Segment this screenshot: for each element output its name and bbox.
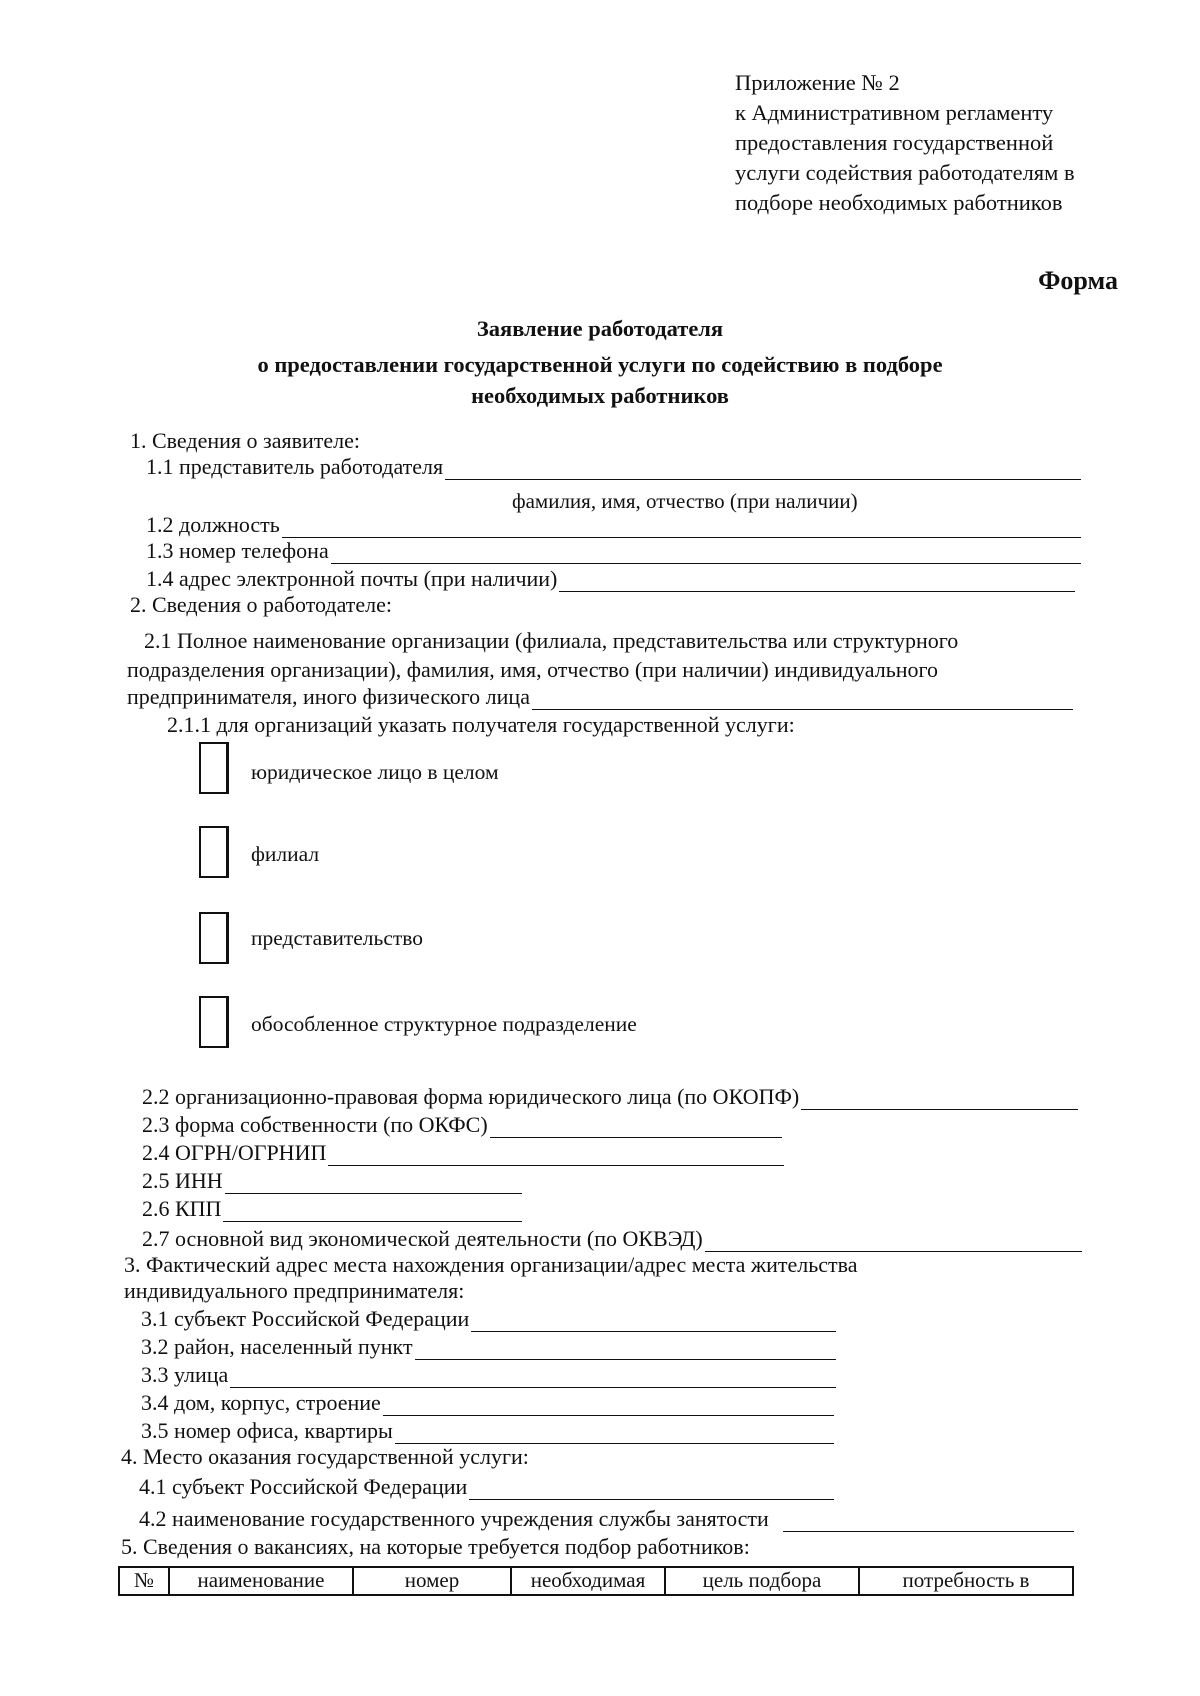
checkbox-label: филиал xyxy=(251,842,320,866)
section-heading-text: 3. Фактический адрес места нахождения организации/адрес места жительства xyxy=(124,1252,858,1277)
input-line[interactable] xyxy=(469,1477,834,1500)
input-line[interactable] xyxy=(328,1143,784,1166)
field-label: 2.1.1 для организаций указать получателя государственной услуги: xyxy=(167,712,795,737)
appendix-line: услуги содействия работодателям в xyxy=(735,160,1075,185)
section-heading xyxy=(124,1278,464,1304)
input-line[interactable] xyxy=(559,569,1075,592)
field-position xyxy=(146,512,1081,538)
field-label: 1.4 адрес электронной почты (при наличии) xyxy=(146,566,558,591)
input-line[interactable] xyxy=(383,1393,834,1416)
field-hint xyxy=(512,488,858,514)
section-heading xyxy=(130,592,392,618)
field-inn xyxy=(142,1168,522,1194)
input-line[interactable] xyxy=(801,1087,1078,1110)
input-line[interactable] xyxy=(223,1199,522,1222)
field-label: 2.4 ОГРН/ОГРНИП xyxy=(142,1140,327,1165)
checkbox-label: представительство xyxy=(251,926,424,950)
field-label: подразделения организации), фамилия, имя, отчество (при наличии) индивидуального xyxy=(127,657,939,682)
input-line[interactable] xyxy=(490,1115,782,1138)
input-line[interactable] xyxy=(415,1337,836,1360)
section-heading-text: 4. Место оказания государственной услуги: xyxy=(121,1444,529,1469)
field-service-region xyxy=(139,1474,834,1500)
section-heading xyxy=(121,1444,529,1470)
input-line[interactable] xyxy=(783,1509,1074,1532)
table-header-row xyxy=(119,1567,1073,1595)
checkbox-branch[interactable] xyxy=(199,826,229,878)
input-line[interactable] xyxy=(230,1365,836,1388)
field-org-name-line3 xyxy=(127,684,1073,710)
field-label: 4.1 субъект Российской Федерации xyxy=(139,1474,468,1499)
field-label: 2.1 Полное наименование организации (филиала, представительства или структурного xyxy=(144,628,959,653)
input-line[interactable] xyxy=(331,541,1081,564)
field-kpp xyxy=(142,1196,522,1222)
document-title: необходимых работников xyxy=(471,383,729,408)
table-header-cell: необходимая xyxy=(511,1567,665,1595)
checkbox-legal-entity[interactable] xyxy=(199,742,229,794)
input-line[interactable] xyxy=(445,457,1081,480)
field-ogrn xyxy=(142,1140,784,1166)
field-org-name-line2 xyxy=(127,657,938,683)
table-header-cell: № xyxy=(119,1567,169,1595)
section-heading xyxy=(130,428,360,454)
field-label: 3.3 улица xyxy=(141,1362,229,1387)
field-label: 4.2 наименование государственного учреждения службы занятости xyxy=(139,1506,769,1531)
field-recipient xyxy=(167,712,795,738)
input-line[interactable] xyxy=(471,1309,836,1332)
field-label: 1.2 должность xyxy=(146,512,280,537)
field-label: предпринимателя, иного физического лица xyxy=(127,684,530,709)
field-street xyxy=(141,1362,836,1388)
field-label: 3.4 дом, корпус, строение xyxy=(141,1390,381,1415)
table-header-cell: потребность в xyxy=(859,1567,1073,1595)
document-title: Заявление работодателя xyxy=(476,316,724,341)
field-label: 1.1 представитель работодателя xyxy=(146,454,444,479)
field-region xyxy=(141,1306,836,1332)
field-phone xyxy=(146,538,1081,564)
field-okved xyxy=(142,1226,1082,1252)
checkbox-label: обособленное структурное подразделение xyxy=(251,1012,637,1036)
document-title: о предоставлении государственной услуги по содействию в подборе xyxy=(257,352,943,377)
section-heading-text: индивидуального предпринимателя: xyxy=(124,1278,465,1303)
vacancies-table xyxy=(118,1566,1074,1596)
field-okfs xyxy=(142,1112,782,1138)
form-label: Форма xyxy=(1038,266,1118,295)
section-heading-text: 2. Сведения о работодателе: xyxy=(130,592,393,617)
field-label: 2.7 основной вид экономической деятельности (по ОКВЭД) xyxy=(142,1226,703,1251)
checkbox-separate-division[interactable] xyxy=(199,996,229,1048)
table-header-cell: наименование xyxy=(169,1567,353,1595)
input-line[interactable] xyxy=(282,515,1081,538)
section-heading-text: 5. Сведения о вакансиях, на которые требуется подбор работников: xyxy=(121,1534,750,1559)
checkbox-label: юридическое лицо в целом xyxy=(251,760,499,784)
appendix-line: предоставления государственной xyxy=(735,130,1054,155)
field-label: 3.1 субъект Российской Федерации xyxy=(141,1306,470,1331)
input-line[interactable] xyxy=(532,687,1073,710)
hint-text: фамилия, имя, отчество (при наличии) xyxy=(512,489,858,513)
appendix-line: Приложение № 2 xyxy=(735,70,900,95)
field-org-name-line1 xyxy=(144,628,958,654)
field-house xyxy=(141,1390,834,1416)
field-employment-agency xyxy=(139,1506,1074,1532)
section-heading xyxy=(121,1534,750,1560)
field-office xyxy=(141,1418,834,1444)
appendix-line: к Административном регламенту xyxy=(735,100,1054,125)
checkbox-representative-office[interactable] xyxy=(199,912,229,964)
field-label: 2.2 организационно-правовая форма юридического лица (по ОКОПФ) xyxy=(142,1084,800,1109)
input-line[interactable] xyxy=(225,1171,522,1194)
field-representative xyxy=(146,454,1081,480)
field-label: 1.3 номер телефона xyxy=(146,538,329,563)
appendix-block xyxy=(735,68,1075,218)
table-header-cell: цель подбора xyxy=(665,1567,859,1595)
section-heading-text: 1. Сведения о заявителе: xyxy=(130,428,361,453)
section-heading xyxy=(124,1252,857,1278)
field-label: 2.6 КПП xyxy=(142,1196,222,1221)
field-label: 2.3 форма собственности (по ОКФС) xyxy=(142,1112,488,1137)
field-email xyxy=(146,566,1075,592)
input-line[interactable] xyxy=(705,1229,1082,1252)
field-district xyxy=(141,1334,836,1360)
field-label: 2.5 ИНН xyxy=(142,1168,223,1193)
input-line[interactable] xyxy=(395,1421,834,1444)
field-okopf xyxy=(142,1084,1078,1110)
field-label: 3.2 район, населенный пункт xyxy=(141,1334,413,1359)
appendix-line: подборе необходимых работников xyxy=(735,190,1063,215)
table-header-cell: номер xyxy=(353,1567,511,1595)
field-label: 3.5 номер офиса, квартиры xyxy=(141,1418,393,1443)
